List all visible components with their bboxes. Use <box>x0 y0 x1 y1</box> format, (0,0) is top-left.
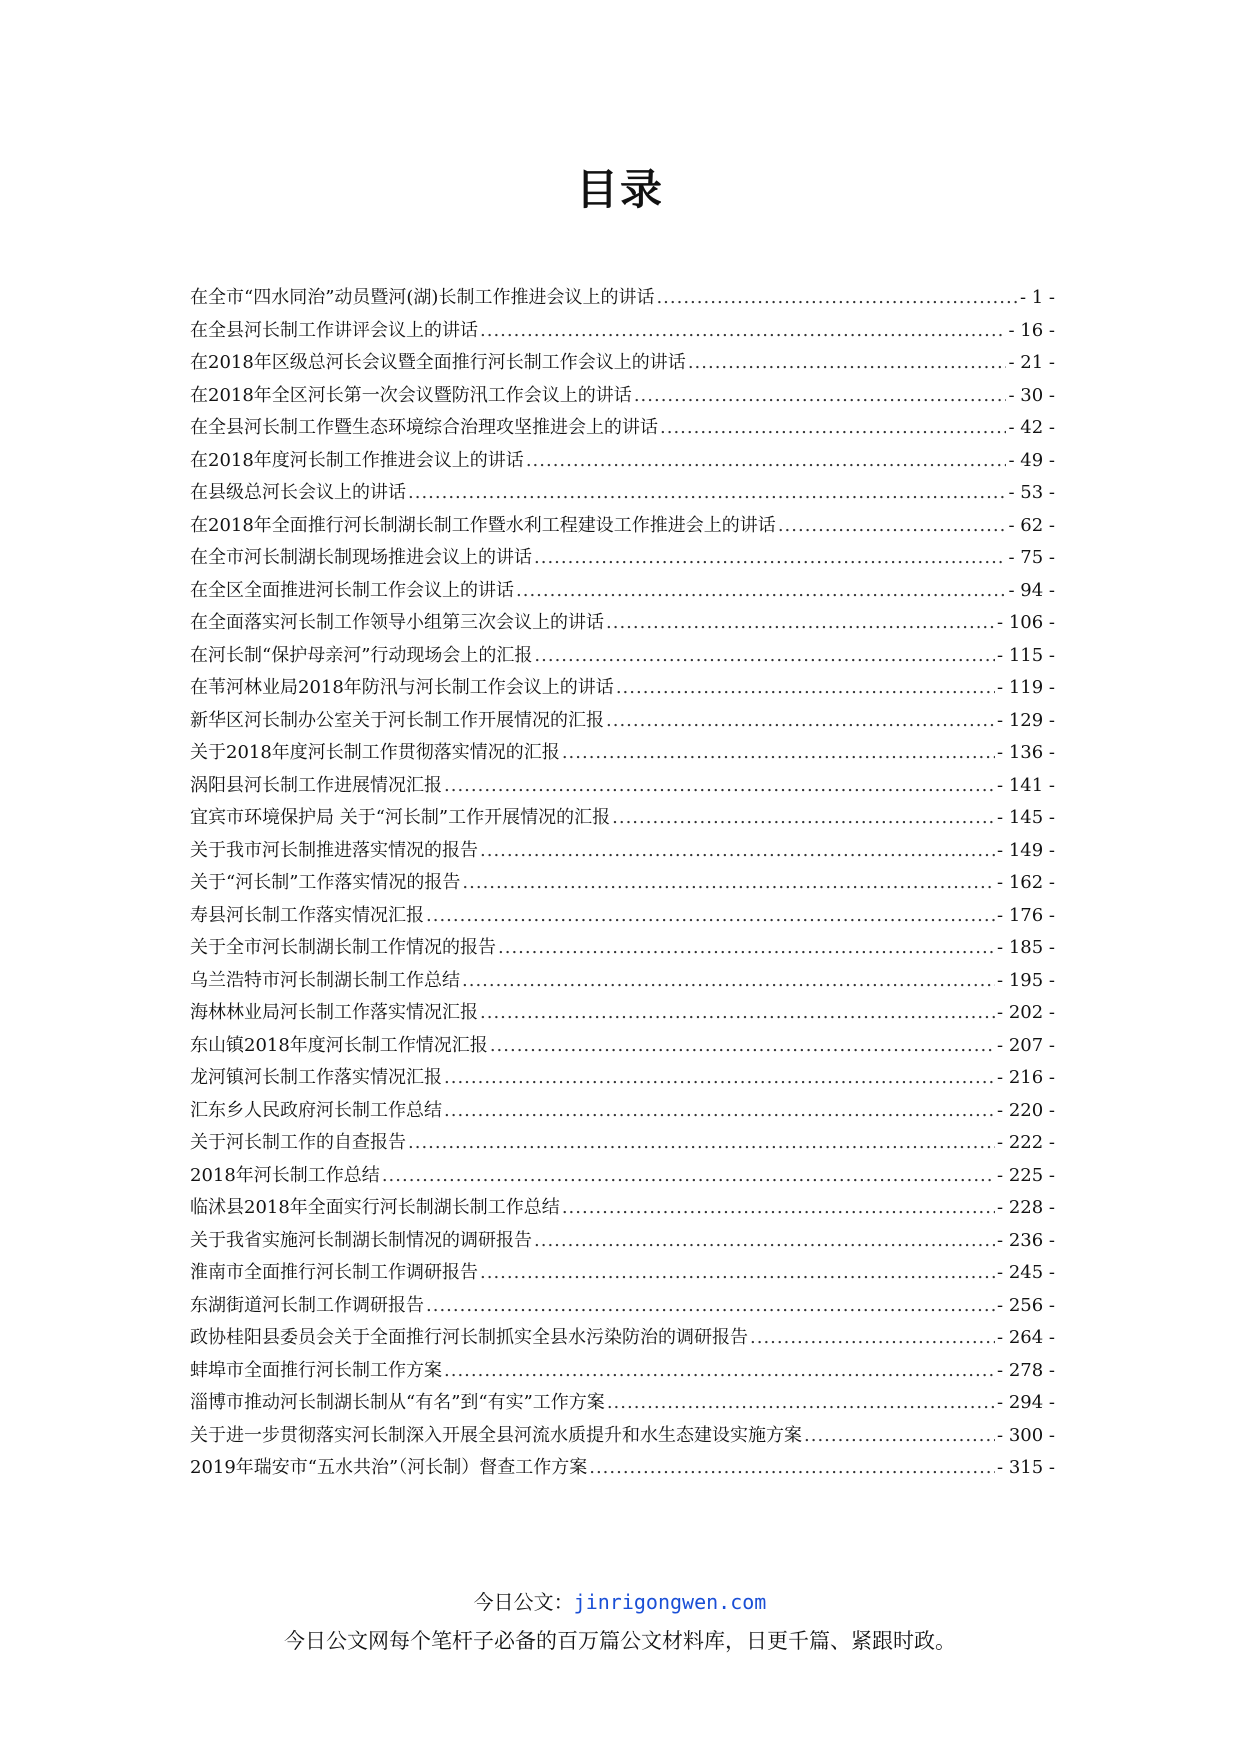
toc-entry[interactable] <box>190 1290 1055 1323</box>
toc-dot-leader <box>516 575 1006 608</box>
footer-url-link[interactable]: jinrigongwen.com <box>573 1590 767 1614</box>
toc-entry-page: - 176 - <box>997 904 1055 926</box>
toc-dot-leader <box>562 1192 995 1225</box>
toc-dot-leader <box>490 1030 995 1063</box>
toc-dot-leader <box>444 770 995 803</box>
toc-dot-leader <box>616 672 995 705</box>
footer-label: 今日公文： <box>473 1590 574 1614</box>
toc-entry-page: - 225 - <box>997 1164 1055 1186</box>
toc-entry-page: - 315 - <box>997 1457 1055 1478</box>
toc-entry-title: 海林林业局河长制工作落实情况汇报 <box>190 1002 478 1023</box>
footer-source <box>0 1588 1240 1616</box>
toc-dot-leader <box>606 607 995 640</box>
toc-dot-leader <box>804 1420 995 1453</box>
toc-entry-title: 龙河镇河长制工作落实情况汇报 <box>190 1067 442 1088</box>
toc-dot-leader <box>480 1257 995 1290</box>
toc-entry-title: 在全市河长制湖长制现场推进会议上的讲话 <box>190 547 532 568</box>
toc-entry-page: - 162 - <box>997 872 1055 893</box>
toc-entry-page: - 236 - <box>997 1229 1055 1251</box>
toc-entry-page: - 149 - <box>997 839 1055 861</box>
toc-entry-title: 关于我省实施河长制湖长制情况的调研报告 <box>190 1229 532 1251</box>
toc-entry-page: - 216 - <box>997 1067 1055 1088</box>
toc-entry[interactable] <box>190 737 1055 770</box>
toc-dot-leader <box>634 380 1007 413</box>
toc-entry-page: - 16 - <box>1008 319 1055 341</box>
toc-dot-leader <box>444 1355 995 1388</box>
toc-entry-page: - 278 - <box>997 1359 1055 1381</box>
toc-entry[interactable] <box>190 477 1055 510</box>
toc-entry-title: 在全区全面推进河长制工作会议上的讲话 <box>190 579 514 601</box>
toc-entry-title: 关于我市河长制推进落实情况的报告 <box>190 839 478 861</box>
toc-entry[interactable] <box>190 380 1055 413</box>
toc-entry[interactable] <box>190 1160 1055 1193</box>
toc-entry-page: - 195 - <box>997 969 1055 991</box>
toc-entry[interactable] <box>190 1322 1055 1355</box>
toc-entry-page: - 30 - <box>1008 384 1055 406</box>
toc-entry-title: 政协桂阳县委员会关于全面推行河长制抓实全县水污染防治的调研报告 <box>190 1327 748 1348</box>
toc-entry[interactable] <box>190 1225 1055 1258</box>
toc-entry-title: 在河长制“保护母亲河”行动现场会上的汇报 <box>190 644 533 666</box>
toc-entry-title: 关于2018年度河长制工作贯彻落实情况的汇报 <box>190 742 560 763</box>
toc-entry[interactable] <box>190 1030 1055 1063</box>
toc-dot-leader <box>444 1062 995 1095</box>
toc-entry-title: 关于“河长制”工作落实情况的报告 <box>190 872 461 893</box>
toc-entry-title: 临沭县2018年全面实行河长制湖长制工作总结 <box>190 1197 560 1218</box>
toc-entry-title: 在2018年全区河长第一次会议暨防汛工作会议上的讲话 <box>190 384 632 406</box>
toc-entry-title: 在全县河长制工作讲评会议上的讲话 <box>190 319 478 341</box>
toc-dot-leader <box>778 510 1007 543</box>
toc-entry-title: 涡阳县河长制工作进展情况汇报 <box>190 774 442 796</box>
toc-entry-title: 东湖街道河长制工作调研报告 <box>190 1294 424 1316</box>
toc-entry-title: 在2018年度河长制工作推进会议上的讲话 <box>190 449 524 471</box>
toc-entry[interactable] <box>190 607 1055 640</box>
toc-dot-leader <box>480 835 995 868</box>
toc-dot-leader <box>750 1322 995 1355</box>
footer-tagline: 今日公文网每个笔杆子必备的百万篇公文材料库，日更千篇、紧跟时政。 <box>284 1629 956 1653</box>
toc-entry[interactable] <box>190 1452 1055 1485</box>
toc-dot-leader <box>426 1290 995 1323</box>
toc-dot-leader <box>444 1095 995 1128</box>
toc-entry[interactable] <box>190 932 1055 965</box>
toc-entry-page: - 228 - <box>997 1197 1055 1218</box>
toc-entry[interactable] <box>190 1355 1055 1388</box>
toc-entry[interactable] <box>190 640 1055 673</box>
toc-entry-title: 2019年瑞安市“五水共治”（河长制）督查工作方案 <box>190 1457 588 1478</box>
toc-entry[interactable] <box>190 1095 1055 1128</box>
toc-entry[interactable] <box>190 705 1055 738</box>
toc-entry-title: 东山镇2018年度河长制工作情况汇报 <box>190 1034 488 1056</box>
toc-entry-page: - 294 - <box>997 1392 1055 1413</box>
toc-dot-leader <box>612 802 995 835</box>
toc-entry-page: - 1 - <box>1019 287 1055 308</box>
toc-entry[interactable] <box>190 315 1055 348</box>
toc-entry[interactable] <box>190 1127 1055 1160</box>
toc-entry[interactable] <box>190 965 1055 998</box>
toc-entry[interactable] <box>190 510 1055 543</box>
toc-entry-page: - 222 - <box>997 1132 1055 1153</box>
toc-entry-title: 汇东乡人民政府河长制工作总结 <box>190 1099 442 1121</box>
toc-entry-title: 关于全市河长制湖长制工作情况的报告 <box>190 937 496 958</box>
toc-entry-page: - 136 - <box>997 742 1055 763</box>
toc-entry-title: 宜宾市环境保护局 关于“河长制”工作开展情况的汇报 <box>190 807 611 828</box>
toc-entry-page: - 21 - <box>1008 352 1055 373</box>
toc-entry[interactable] <box>190 282 1055 315</box>
toc-entry-title: 2018年河长制工作总结 <box>190 1164 380 1186</box>
toc-entry[interactable] <box>190 1387 1055 1420</box>
toc-entry[interactable] <box>190 1420 1055 1453</box>
toc-entry[interactable] <box>190 835 1055 868</box>
toc-entry-title: 关于河长制工作的自查报告 <box>190 1132 406 1153</box>
toc-entry-title: 在2018年区级总河长会议暨全面推行河长制工作会议上的讲话 <box>190 352 686 373</box>
page-title: 目录 <box>575 165 664 214</box>
toc-entry-page: - 300 - <box>997 1424 1055 1446</box>
toc-entry-title: 在全市“四水同治”动员暨河(湖)长制工作推进会议上的讲话 <box>190 287 655 308</box>
toc-entry-page: - 62 - <box>1008 514 1055 536</box>
toc-entry-title: 淄博市推动河长制湖长制从“有名”到“有实”工作方案 <box>190 1392 605 1413</box>
toc-entry-title: 淮南市全面推行河长制工作调研报告 <box>190 1262 478 1283</box>
toc-entry-title: 寿县河长制工作落实情况汇报 <box>190 904 424 926</box>
toc-dot-leader <box>562 737 995 770</box>
toc-entry-page: - 264 - <box>997 1327 1055 1348</box>
toc-entry-title: 在全县河长制工作暨生态环境综合治理攻坚推进会上的讲话 <box>190 417 658 438</box>
toc-entry-page: - 207 - <box>997 1034 1055 1056</box>
toc-entry[interactable] <box>190 997 1055 1030</box>
toc-entry[interactable] <box>190 802 1055 835</box>
toc-dot-leader <box>534 542 1006 575</box>
toc-entry-title: 关于进一步贯彻落实河长制深入开展全县河流水质提升和水生态建设实施方案 <box>190 1424 802 1446</box>
toc-entry-page: - 145 - <box>997 807 1055 828</box>
toc-entry[interactable] <box>190 672 1055 705</box>
toc-entry-title: 在苇河林业局2018年防汛与河长制工作会议上的讲话 <box>190 677 614 698</box>
toc-dot-leader <box>480 315 1006 348</box>
toc-entry-title: 蚌埠市全面推行河长制工作方案 <box>190 1359 442 1381</box>
table-of-contents <box>190 282 1055 1485</box>
toc-entry[interactable] <box>190 445 1055 478</box>
toc-entry-page: - 202 - <box>997 1002 1055 1023</box>
toc-dot-leader <box>498 932 995 965</box>
toc-entry-page: - 129 - <box>997 709 1055 731</box>
toc-dot-leader <box>688 347 1007 380</box>
toc-entry-page: - 220 - <box>997 1099 1055 1121</box>
toc-entry-page: - 119 - <box>997 677 1055 698</box>
toc-entry[interactable] <box>190 542 1055 575</box>
toc-dot-leader <box>607 1387 995 1420</box>
toc-dot-leader <box>462 867 995 900</box>
toc-entry-title: 乌兰浩特市河长制湖长制工作总结 <box>190 969 460 991</box>
toc-dot-leader <box>534 640 995 673</box>
toc-entry-page: - 42 - <box>1008 417 1055 438</box>
toc-dot-leader <box>606 705 995 738</box>
toc-entry[interactable] <box>190 1192 1055 1225</box>
toc-entry-page: - 53 - <box>1008 482 1055 503</box>
toc-entry-title: 在2018年全面推行河长制湖长制工作暨水利工程建设工作推进会上的讲话 <box>190 514 776 536</box>
toc-entry-page: - 49 - <box>1008 449 1055 471</box>
toc-dot-leader <box>480 997 995 1030</box>
toc-entry-page: - 75 - <box>1008 547 1055 568</box>
toc-dot-leader <box>526 445 1007 478</box>
toc-entry-page: - 115 - <box>997 644 1055 666</box>
toc-dot-leader <box>382 1160 995 1193</box>
toc-dot-leader <box>408 1127 995 1160</box>
toc-entry-page: - 256 - <box>997 1294 1055 1316</box>
toc-entry[interactable] <box>190 575 1055 608</box>
toc-entry-page: - 141 - <box>997 774 1055 796</box>
toc-dot-leader <box>426 900 995 933</box>
toc-entry-page: - 94 - <box>1008 579 1055 601</box>
toc-entry-title: 新华区河长制办公室关于河长制工作开展情况的汇报 <box>190 709 604 731</box>
toc-entry[interactable] <box>190 770 1055 803</box>
toc-entry[interactable] <box>190 900 1055 933</box>
toc-entry[interactable] <box>190 1257 1055 1290</box>
toc-dot-leader <box>408 477 1006 510</box>
toc-entry[interactable] <box>190 867 1055 900</box>
toc-entry-title: 在县级总河长会议上的讲话 <box>190 482 406 503</box>
toc-dot-leader <box>534 1225 995 1258</box>
toc-entry[interactable] <box>190 1062 1055 1095</box>
toc-entry[interactable] <box>190 412 1055 445</box>
toc-dot-leader <box>656 282 1017 315</box>
toc-entry-title: 在全面落实河长制工作领导小组第三次会议上的讲话 <box>190 612 604 633</box>
toc-entry[interactable] <box>190 347 1055 380</box>
toc-dot-leader <box>462 965 995 998</box>
toc-dot-leader <box>660 412 1006 445</box>
toc-entry-page: - 106 - <box>997 612 1055 633</box>
toc-entry-page: - 185 - <box>997 937 1055 958</box>
toc-entry-page: - 245 - <box>997 1262 1055 1283</box>
toc-dot-leader <box>589 1452 995 1485</box>
